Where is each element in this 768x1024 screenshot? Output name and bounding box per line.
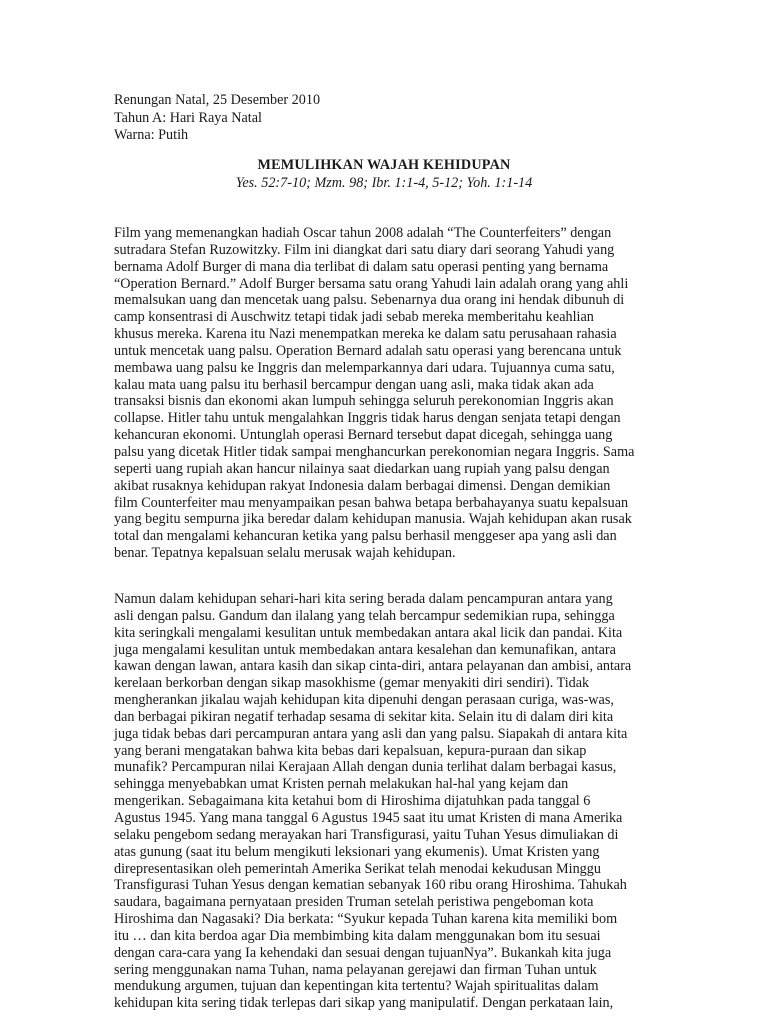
paragraph-line: “Operation Bernard.” Adolf Burger bersama satu orang Yahudi lain adalah orang yang ahli (114, 275, 629, 292)
paragraph-line: benar. Tepatnya kepalsuan selalu merusak wajah kehidupan. (114, 545, 456, 562)
paragraph-line: kehidupan kita sering tidak terlepas dari sikap yang manipulatif. Dengan perkataan lain, (114, 995, 614, 1012)
paragraph-line: juga tidak bebas dari percampuran antara yang asli dan yang palsu. Siapakah di antara kita (114, 725, 628, 742)
paragraph-line: kerelaan berkorban dengan sikap masokhisme (gemar menyakiti diri sendiri). Tidak (114, 675, 590, 692)
paragraph-line: untuk mencetak uang palsu. Operation Bernard adalah satu operasi yang berencana untuk (114, 342, 622, 359)
paragraph-line: yang berani mengatakan bahwa kita bebas dari kepalsuan, kepura-puraan dan sikap (114, 742, 587, 759)
paragraph-2 (114, 591, 674, 1012)
paragraph-line: saudara, bagaimana pernyataan presiden Truman setelah peristiwa pengeboman kota (114, 894, 594, 911)
paragraph-line: mendukung argumen, tujuan dan kepentingan kita tertentu? Wajah spiritualitas dalam (114, 978, 599, 995)
scripture-references: Yes. 52:7-10; Mzm. 98; Ibr. 1:1-4, 5-12; Yoh. 1:1-14 (235, 175, 533, 191)
paragraph-1 (114, 225, 674, 562)
paragraph-line: atas gunung (saat itu belum mengikuti leksionari yang ekumenis). Umat Kristen yang (114, 843, 600, 860)
paragraph-line: Hiroshima dan Nagasaki? Dia berkata: “Syukur kepada Tuhan karena kita memiliki bom (114, 911, 618, 928)
paragraph-line: kehancuran ekonomi. Untunglah operasi Bernard tersebut dapat dicegah, sehingga uang (114, 427, 613, 444)
paragraph-line: dengan cara-cara yang Ia kehendaki dan sesuai dengan tujuanNya”. Bukankah kita juga (114, 944, 612, 961)
paragraph-line: dan berbagai pikiran negatif terhadap sesama di sekitar kita. Selain itu di dalam diri kita (114, 708, 614, 725)
paragraph-line: Namun dalam kehidupan sehari-hari kita sering berada dalam pencampuran antara yang (114, 591, 613, 607)
paragraph-line: juga mengalami kesulitan untuk membedakan antara kesalehan dan kemunafikan, antara (114, 641, 616, 658)
paragraph-line: yang begitu sempurna jika beredar dalam kehidupan manusia. Wajah kehidupan akan rusak (114, 511, 632, 528)
paragraph-line: memalsukan uang dan mencetak uang palsu. Sebenarnya dua orang ini hendak dibunuh di (114, 292, 625, 309)
paragraph-line: sutradara Stefan Ruzowitzky. Film ini diangkat dari satu diary dari seorang Yahudi yang (114, 241, 615, 258)
paragraph-line: mengerikan. Sebagaimana kita ketahui bom di Hiroshima dijatuhkan pada tanggal 6 (114, 793, 591, 810)
paragraph-line: camp konsentrasi di Auschwitz tetapi tidak jadi sebab mereka memberitahu keahlian (114, 309, 594, 326)
header-date-line: Renungan Natal, 25 Desember 2010 (114, 92, 321, 108)
paragraph-line: asli dengan palsu. Gandum dan ilalang yang telah bercampur sedemikian rupa, sehingga (114, 607, 615, 624)
paragraph-line: direpresentasikan oleh pemerintah Amerika Serikat telah menodai kekudusan Minggu (114, 860, 601, 877)
paragraph-line: membawa uang palsu ke Inggris dan melemparkannya dari udara. Tujuannya cuma satu, (114, 359, 615, 376)
paragraph-line: mengherankan jikalau wajah kehidupan kita dipenuhi dengan perasaan curiga, was-was, (114, 692, 614, 709)
document-title: MEMULIHKAN WAJAH KEHIDUPAN (257, 157, 511, 173)
paragraph-line: Agustus 1945. Yang mana tanggal 6 Agustus 1945 saat itu umat Kristen di mana Amerika (114, 809, 623, 826)
paragraph-line: munafik? Percampuran nilai Kerajaan Allah dengan dunia terlihat dalam berbagai kasus, (114, 759, 617, 776)
paragraph-line: sehingga menyebabkan umat Kristen pernah melakukan hal-hal yang kejam dan (114, 776, 569, 793)
title-block (0, 156, 768, 192)
paragraph-line: collapse. Hitler tahu untuk mengalahkan Inggris tidak harus dengan senjata tetapi dengan (114, 410, 621, 427)
paragraph-line: Transfigurasi Tuhan Yesus dengan kematian sebanyak 160 ribu orang Hiroshima. Tahukah (114, 877, 627, 894)
paragraph-line: kita seringkali mengalami kesulitan untuk membedakan antara akal licik dan pandai. Kita (114, 624, 623, 641)
paragraph-line: transaksi bisnis dan ekonomi akan lumpuh sehingga seluruh perekonomian Inggris akan (114, 393, 614, 410)
header-year-line: Tahun A: Hari Raya Natal (114, 109, 262, 126)
paragraph-line: seperti uang rupiah akan hancur nilainya saat diedarkan uang rupiah yang palsu dengan (114, 460, 610, 477)
paragraph-line: itu … dan kita berdoa agar Dia membimbing kita dalam menggunakan bom itu sesuai (114, 927, 601, 944)
paragraph-line: bernama Adolf Burger di mana dia terlibat di dalam satu operasi penting yang bernama (114, 258, 609, 275)
paragraph-line: kawan dengan lawan, antara kasih dan sikap cinta-diri, antara pelayanan dan ambisi, antara (114, 658, 632, 675)
paragraph-line: Film yang memenangkan hadiah Oscar tahun 2008 adalah “The Counterfeiters” dengan (114, 225, 612, 241)
header-color-line: Warna: Putih (114, 127, 189, 143)
paragraph-line: sering menggunakan nama Tuhan, nama pelayanan gerejawi dan firman Tuhan untuk (114, 961, 597, 978)
paragraph-line: film Counterfeiter mau menyampaikan pesan bahwa betapa berbahayanya suatu kepalsuan (114, 494, 629, 511)
paragraph-line: khusus mereka. Karena itu Nazi menempatkan mereka ke dalam satu perusahaan rahasia (114, 326, 617, 343)
paragraph-line: selaku pengebom sedang merayakan hari Transfigurasi, yaitu Tuhan Yesus dimuliakan di (114, 826, 619, 843)
paragraph-line: kalau mata uang palsu itu berhasil bercampur dengan uang asli, maka tidak akan ada (114, 376, 594, 393)
paragraph-line: total dan mengalami kehancuran ketika yang palsu berhasil menggeser apa yang asli dan (114, 528, 617, 545)
paragraph-line: akibat rusaknya kehidupan rakyat Indonesia dalam berbagai dimensi. Dengan demikian (114, 477, 611, 494)
document-header (114, 92, 320, 145)
paragraph-line: palsu yang dicetak Hitler tidak sampai menghancurkan perekonomian negara Inggris. Sama (114, 443, 635, 460)
